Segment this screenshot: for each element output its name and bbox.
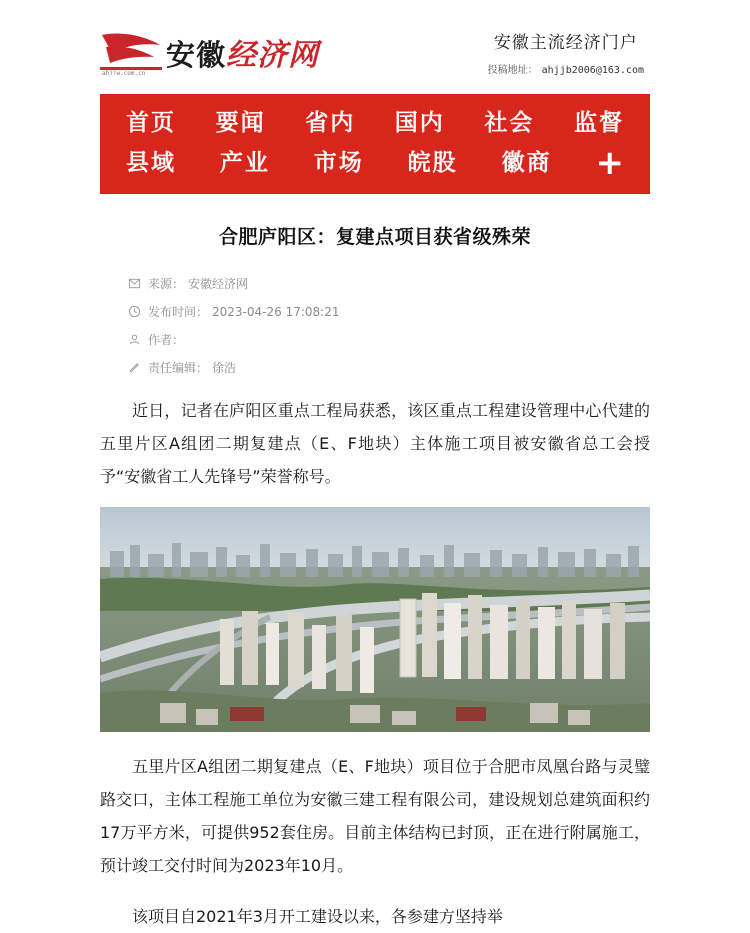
nav-item-headlines[interactable]: 要闻	[215, 110, 266, 136]
nav-item-huishang[interactable]: 徽商	[501, 150, 552, 176]
meta-row-publish-time	[128, 303, 650, 320]
nav-item-society[interactable]: 社会	[484, 110, 535, 136]
nav-item-domestic[interactable]: 国内	[394, 110, 445, 136]
source-icon	[128, 277, 141, 290]
meta-label-author: 作者：	[148, 333, 185, 347]
meta-label-source: 来源：	[148, 277, 185, 291]
submission-line	[488, 61, 644, 76]
meta-value-editor: 徐浩	[212, 361, 237, 375]
nav-item-province[interactable]: 省内	[305, 110, 356, 136]
meta-row-author	[128, 331, 650, 348]
nav-item-supervision[interactable]: 监督	[573, 110, 624, 136]
article-photo	[100, 507, 650, 732]
nav-item-home[interactable]: 首页	[126, 110, 176, 136]
article-paragraph-1: 近日，记者在庐阳区重点工程局获悉，该区重点工程建设管理中心代建的五里片区A组团二期复建点（E、F地块）主体施工项目被安徽省总工会授予“安徽省工人先锋号”荣誉称号。	[100, 401, 650, 486]
nav-row-secondary	[100, 143, 650, 183]
logo-text-primary: 安徽	[166, 38, 227, 72]
clock-icon	[128, 305, 141, 318]
meta-label-publish-time: 发布时间：	[148, 305, 209, 319]
logo-text-secondary: 经济网	[226, 38, 320, 73]
page-title: 合肥庐阳区：复建点项目获省级殊荣	[218, 226, 531, 248]
site-slogan: 安徽主流经济门户	[493, 33, 638, 53]
content-wrapper	[100, 0, 650, 933]
article-paragraph-3: 该项目自2021年3月开工建设以来，各参建方坚持举	[132, 907, 503, 926]
site-logo[interactable]	[100, 29, 319, 75]
svg-text:ahjjw.com.cn: ahjjw.com.cn	[102, 70, 146, 75]
header-right	[488, 28, 650, 76]
meta-label-editor: 责任编辑：	[148, 361, 209, 375]
submission-email[interactable]: ahjjb2006@163.com	[541, 65, 644, 76]
logo-wordmark	[166, 30, 319, 74]
article-meta	[100, 275, 650, 376]
nav-item-county[interactable]: 县域	[126, 150, 176, 176]
meta-row-editor	[128, 359, 650, 376]
meta-value-publish-time: 2023-04-26 17:08:21	[212, 304, 340, 319]
author-icon	[128, 333, 141, 346]
meta-value-source: 安徽经济网	[188, 277, 249, 291]
nav-item-stocks[interactable]: 皖股	[407, 150, 458, 176]
logo-bird-icon	[100, 29, 162, 75]
editor-icon	[128, 361, 141, 374]
article-paragraph-2: 五里片区A组团二期复建点（E、F地块）项目位于合肥市凤凰台路与灵璧路交口，主体工程施工单位为安徽三建工程有限公司，建设规划总建筑面积约17万平方米，可提供952套住房。目前主体结构已封顶，正在进行附属施工，预计竣工交付时间为2023年10月。	[100, 757, 650, 875]
nav-row-primary	[100, 106, 650, 140]
site-header	[100, 0, 650, 94]
main-navigation	[100, 94, 650, 194]
meta-row-source	[128, 275, 650, 292]
nav-more-icon[interactable]: +	[595, 143, 624, 183]
submission-label: 投稿地址：	[487, 65, 538, 76]
nav-item-industry[interactable]: 产业	[219, 150, 270, 176]
nav-item-market[interactable]: 市场	[313, 150, 364, 176]
